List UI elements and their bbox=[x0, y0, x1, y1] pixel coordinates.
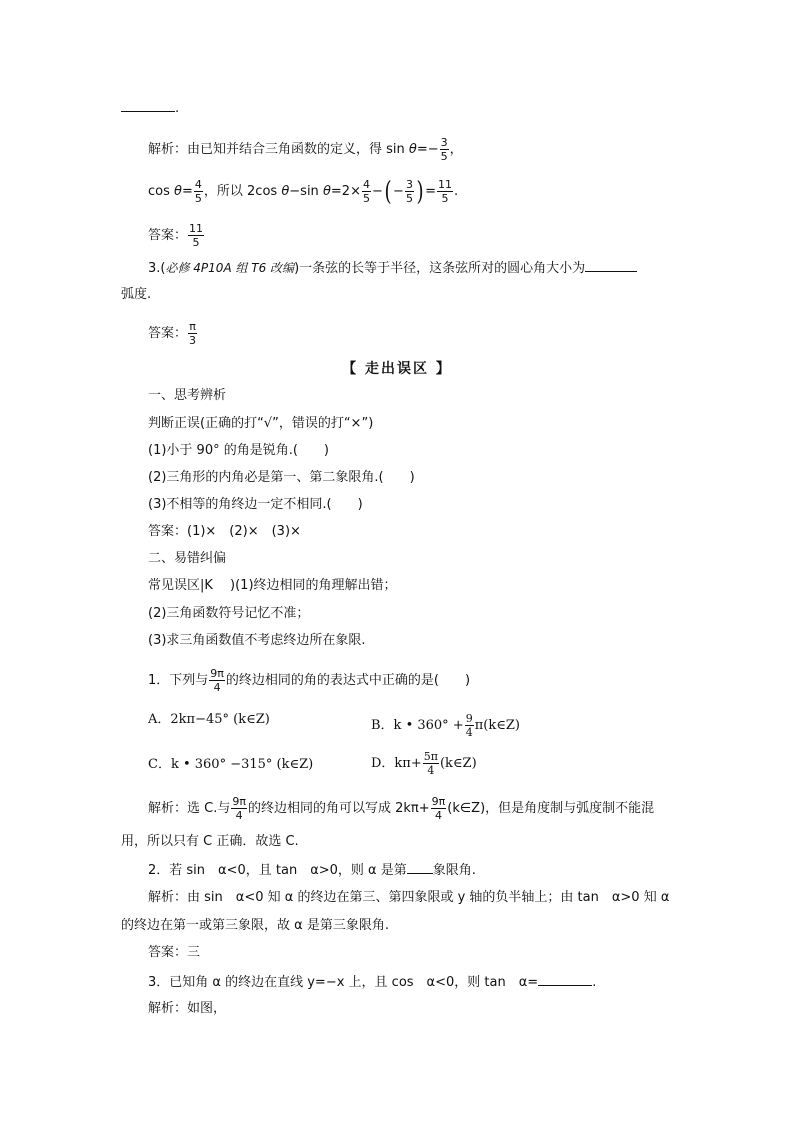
option-text: B．k • 360° + bbox=[371, 718, 464, 733]
prev-question-tail bbox=[121, 99, 179, 117]
numerator: 9 bbox=[465, 712, 473, 725]
answer-label: 答案： bbox=[148, 326, 188, 341]
fraction-11-5 bbox=[437, 178, 453, 205]
analysis-problem-2: 解析：由 sin α<0 知 α 的终边在第三、第四象限或 y 轴的负半轴上；由 tan α>0 知 α bbox=[148, 890, 670, 905]
right-paren: ) bbox=[416, 176, 424, 207]
question-number: 3.( bbox=[148, 261, 166, 276]
fraction-4-5 bbox=[362, 178, 371, 205]
equals-two-times: =2× bbox=[330, 184, 361, 199]
fraction-9pi-4 bbox=[231, 795, 247, 822]
answer-line: 答案：三 bbox=[148, 945, 201, 960]
problem-1 bbox=[148, 667, 470, 694]
problem-text: 象限角. bbox=[432, 863, 476, 878]
equals: = bbox=[181, 184, 193, 199]
minus-sin-text: −sin bbox=[289, 184, 323, 199]
answer-blank bbox=[121, 99, 175, 112]
section-title: 【 走出误区 】 bbox=[342, 361, 452, 377]
denominator: 4 bbox=[434, 809, 442, 822]
problem-text: 的终边相同的角的表达式中正确的是( ) bbox=[225, 673, 471, 688]
common-mistake-3: (3)求三角函数值不考虑终边所在象限. bbox=[148, 633, 366, 648]
source-note: 必修 4P10A 组 T6 改编 bbox=[165, 261, 295, 275]
numerator: 9π bbox=[431, 795, 446, 808]
option-text: D．kπ+ bbox=[371, 756, 422, 771]
judge-item-3: (3)不相等的角终边一定不相同.( ) bbox=[148, 497, 363, 512]
minus-sign: − bbox=[371, 184, 383, 199]
problem-2 bbox=[148, 861, 476, 879]
equals: = bbox=[425, 184, 436, 199]
problem-text: 2．若 sin α<0，且 tan α>0，则 α 是第 bbox=[148, 863, 407, 878]
denominator: 4 bbox=[465, 726, 473, 739]
denominator: 4 bbox=[213, 681, 221, 694]
analysis-problem-1-line-2: 用，所以只有 C 正确．故选 C. bbox=[121, 834, 299, 849]
analysis-line-1 bbox=[148, 136, 463, 163]
denominator: 5 bbox=[362, 192, 370, 205]
denominator: 4 bbox=[427, 764, 435, 777]
numerator: 3 bbox=[405, 178, 413, 191]
problem-text: 1．下列与 bbox=[148, 673, 209, 688]
theta-symbol: θ bbox=[408, 142, 417, 157]
numerator: 11 bbox=[189, 222, 204, 235]
problem-3 bbox=[148, 973, 596, 991]
fraction-9-4 bbox=[465, 712, 474, 739]
answer-line bbox=[148, 222, 205, 249]
period: . bbox=[592, 975, 597, 990]
option-b bbox=[371, 712, 520, 739]
answer-blank bbox=[538, 973, 592, 986]
answer-blank bbox=[585, 259, 637, 272]
question-3 bbox=[148, 259, 637, 277]
denominator: 5 bbox=[441, 192, 449, 205]
option-text: (k∈Z) bbox=[439, 756, 477, 771]
analysis-problem-2-line-2: 的终边在第一或第三象限，故 α 是第三象限角. bbox=[121, 918, 389, 933]
numerator: 4 bbox=[194, 178, 202, 191]
numerator: 9π bbox=[232, 795, 246, 808]
subsection-heading: 二、易错纠偏 bbox=[148, 551, 227, 566]
denominator: 4 bbox=[235, 809, 243, 822]
option-d bbox=[371, 750, 477, 777]
numerator: π bbox=[189, 320, 196, 333]
judge-item-1: (1)小于 90° 的角是锐角.( ) bbox=[148, 443, 329, 458]
option-a: A．2kπ−45° (k∈Z) bbox=[148, 712, 270, 727]
analysis-text: 解析：由已知并结合三角函数的定义，得 sin bbox=[148, 142, 409, 157]
analysis-text: (k∈Z)，但是角度制与弧度制不能混 bbox=[447, 801, 655, 816]
numerator: 4 bbox=[362, 178, 370, 191]
numerator: 3 bbox=[440, 136, 448, 149]
question-text: 弧度. bbox=[121, 287, 152, 302]
comma: ， bbox=[449, 142, 463, 157]
answer-blank bbox=[407, 861, 433, 874]
left-paren: ( bbox=[384, 176, 392, 207]
answer-line bbox=[148, 320, 198, 347]
analysis-problem-1 bbox=[148, 795, 654, 822]
common-mistake-2: (2)三角函数符号记忆不准； bbox=[148, 606, 310, 621]
denominator: 5 bbox=[405, 192, 413, 205]
fraction-5pi-4 bbox=[423, 750, 439, 777]
analysis-text: 的终边相同的角可以写成 2kπ+ bbox=[247, 801, 430, 816]
fraction-3-5 bbox=[440, 136, 449, 163]
fraction-4-5 bbox=[194, 178, 203, 205]
option-text: π(k∈Z) bbox=[474, 718, 520, 733]
question-3-line-2 bbox=[121, 287, 151, 303]
fraction-11-5 bbox=[188, 222, 204, 249]
numerator: 9π bbox=[210, 667, 224, 680]
analysis-text: 解析：选 C.与 bbox=[148, 801, 231, 816]
answer-label: 答案： bbox=[148, 228, 188, 243]
judge-answers: 答案：(1)× (2)× (3)× bbox=[148, 524, 301, 539]
judge-item-2: (2)三角形的内角必是第一、第二象限角.( ) bbox=[148, 470, 415, 485]
question-text: )一条弦的长等于半径，这条弦所对的圆心角大小为 bbox=[294, 261, 586, 276]
analysis-line-2 bbox=[148, 178, 458, 205]
denominator: 5 bbox=[192, 236, 200, 249]
numerator: 5π bbox=[423, 750, 438, 763]
theta-symbol: θ bbox=[322, 184, 331, 199]
period: . bbox=[175, 101, 180, 116]
instruction-text: 判断正误(正确的打“√”，错误的打“×”) bbox=[148, 416, 374, 431]
problem-text: 3．已知角 α 的终边在直线 y=−x 上，且 cos α<0，则 tan α= bbox=[148, 975, 539, 990]
cos-text: cos bbox=[148, 184, 175, 199]
common-mistake-1: 常见误区|K )(1)终边相同的角理解出错； bbox=[148, 578, 397, 593]
denominator: 3 bbox=[189, 334, 197, 347]
theta-symbol: θ bbox=[174, 184, 182, 199]
minus-sign: − bbox=[393, 184, 404, 199]
theta-symbol: θ bbox=[281, 184, 290, 199]
fraction-9pi-4 bbox=[209, 667, 225, 694]
period: . bbox=[454, 184, 459, 199]
numerator: 11 bbox=[438, 178, 452, 191]
fraction-9pi-4 bbox=[431, 795, 447, 822]
analysis-text: ，所以 2cos bbox=[203, 184, 282, 199]
denominator: 5 bbox=[194, 192, 202, 205]
equals-minus: =− bbox=[416, 142, 439, 157]
denominator: 5 bbox=[440, 150, 448, 163]
fraction-pi-3 bbox=[188, 320, 197, 347]
option-c: C．k • 360° −315° (k∈Z) bbox=[148, 757, 314, 772]
subsection-heading: 一、思考辨析 bbox=[148, 388, 227, 403]
fraction-3-5 bbox=[405, 178, 414, 205]
analysis-problem-3: 解析：如图， bbox=[148, 1001, 227, 1016]
